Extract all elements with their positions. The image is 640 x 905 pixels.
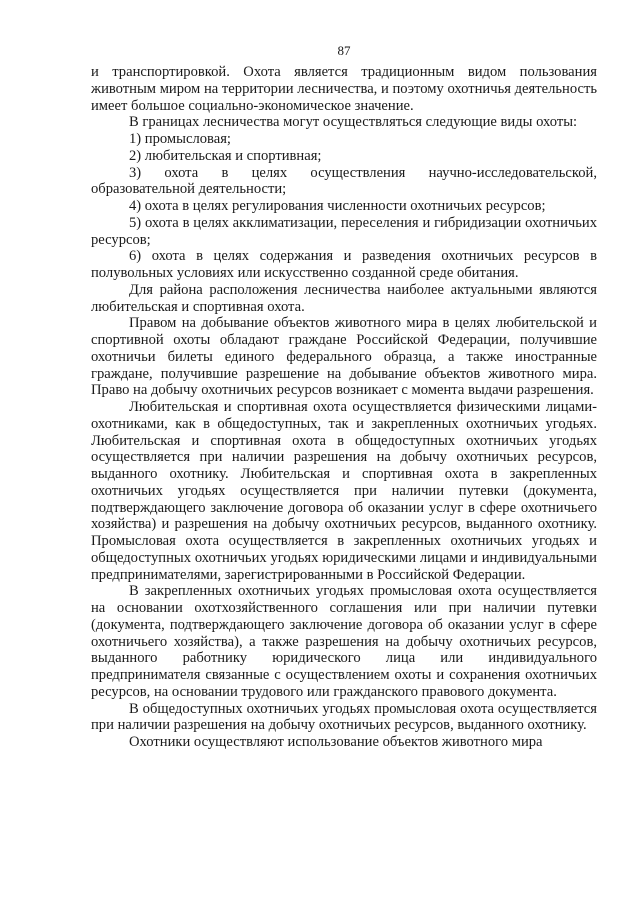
document-body — [91, 64, 597, 751]
paragraph-hunters-usage: Охотники осуществляют использование объектов животного мира — [129, 734, 543, 750]
list-item-breeding: 6) охота в целях содержания и разведения охотничьих ресурсов в полувольных условиях или искусственно созданной среде обитания. — [91, 248, 597, 281]
paragraph-relevant-types: Для района расположения лесничества наиболее актуальными являются любительская и спортивная охота. — [91, 281, 597, 315]
list-item-commercial: 1) промысловая; — [129, 131, 231, 147]
list-item-amateur-sport: 2) любительская и спортивная; — [129, 147, 322, 164]
list-item-research: 3) охота в целях осуществления научно-исследовательской, образовательной деятельности; — [91, 164, 597, 198]
page-number: 87 — [337, 43, 351, 58]
paragraph-assigned-grounds: В закрепленных охотничьих угодьях промысловая охота осуществляется на основании охотхозяйственного соглашения или при наличии путевки (документа, подтверждающего заключение договора об оказании услуг в сфере охотничьего хозяйства), а также разрешения на добычу охотничьих ресурсов, выданного работнику юридического лица или индивидуального предпринимателя связанные с осуществлением охоты и сохранения охотничьих ресурсов, на основании трудового или гражданского правового документа. — [91, 583, 597, 700]
paragraph-hunting-rights: Правом на добывание объектов животного мира в целях любительской и спортивной охоты обладают граждане Российской Федерации, получившие охотничьи билеты единого федерального образца, а также иностранные граждане, получившие разрешение на добывание объектов животного мира. Право на добычу охотничьих ресурсов возникает с момента выдачи разрешения. — [91, 315, 597, 399]
paragraph-continuation: и транспортировкой. Охота является традиционным видом пользования животным миром на территории лесничества, и поэтому охотничья деятельность имеет большое социально-экономическое значение. — [91, 64, 597, 114]
list-item-acclimatization: 5) охота в целях акклиматизации, переселения и гибридизации охотничьих ресурсов; — [91, 214, 597, 248]
paragraph-hunting-types-intro: В границах лесничества могут осуществляться следующие виды охоты: — [129, 114, 578, 131]
paragraph-public-grounds: В общедоступных охотничьих угодьях промысловая охота осуществляется при наличии разрешения на добычу охотничьих ресурсов, выданного охотнику. — [91, 700, 597, 734]
paragraph-amateur-sport-hunting: Любительская и спортивная охота осуществляется физическими лицами-охотниками, как в общедоступных, так и закрепленных охотничьих угодьях. Любительская и спортивная охота в общедоступных охотничьих угодьях осуществляется при наличии разрешения на добычу охотничьих ресурсов, выданного охотнику. Любительская и спортивная охота в закрепленных охотничьих угодьях осуществляется при наличии путевки (документа, подтверждающего заключение договора об оказании услуг в сфере охотничьего хозяйства) и разрешения на добычу охотничьих ресурсов, выданного охотнику. Промысловая охота осуществляется в закрепленных охотничьих угодьях и общедоступных охотничьих угодьях юридическими лицами и индивидуальными предпринимателями, зарегистрированными в Российской Федерации. — [91, 399, 597, 583]
list-item-population-control: 4) охота в целях регулирования численности охотничьих ресурсов; — [129, 198, 546, 214]
